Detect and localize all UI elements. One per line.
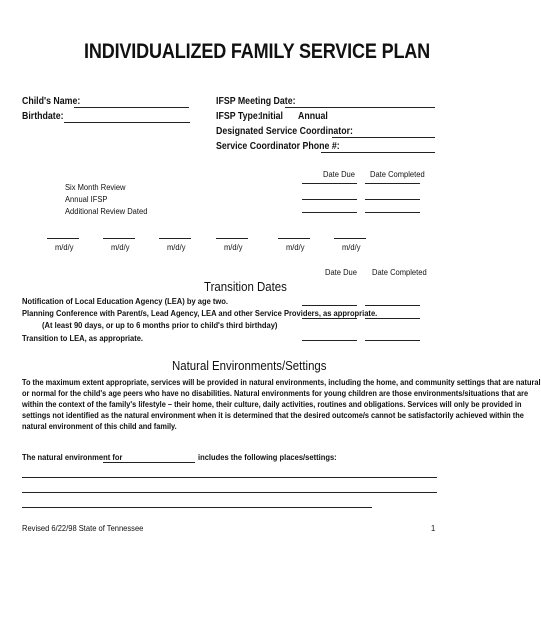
settings-line-1[interactable]: [22, 477, 437, 478]
page-number: 1: [431, 523, 436, 533]
annual-ifsp-label: Annual IFSP: [65, 194, 108, 204]
coordinator-phone-label: Service Coordinator Phone #:: [216, 141, 340, 152]
review-completed-line-1[interactable]: [365, 183, 420, 184]
coordinator-phone-field[interactable]: [321, 152, 435, 153]
natural-environments-paragraph: [22, 377, 541, 432]
childs-name-label: Child's Name:: [22, 96, 81, 107]
lea-notification-completed-field[interactable]: [365, 305, 420, 306]
mdy-label: m/d/y: [55, 242, 74, 252]
natural-environments-heading: Natural Environments/Settings: [172, 358, 327, 373]
additional-review-date-2-field[interactable]: [103, 238, 135, 239]
mdy-label: m/d/y: [224, 242, 243, 252]
planning-conference-completed-field[interactable]: [365, 318, 420, 319]
childs-name-field[interactable]: [74, 107, 189, 108]
additional-review-date-6-field[interactable]: [334, 238, 366, 239]
natural-environment-prefix: The natural environment for: [22, 452, 123, 462]
natural-environment-suffix: includes the following places/settings:: [198, 452, 337, 462]
additional-review-date-1-field[interactable]: [47, 238, 79, 239]
ifsp-meeting-date-field[interactable]: [285, 107, 435, 108]
additional-review-date-3-field[interactable]: [159, 238, 191, 239]
service-coordinator-label: Designated Service Coordinator:: [216, 126, 353, 137]
lea-notification-due-field[interactable]: [302, 305, 357, 306]
paragraph-line: natural environment of this child and family.: [22, 421, 177, 431]
birthdate-field[interactable]: [64, 122, 190, 123]
paragraph-line: within the context of the family's lifestyle – their home, their culture, daily activities, routines and obligations. Services will only be provided in: [22, 399, 522, 409]
natural-environment-child-field[interactable]: [103, 462, 195, 463]
six-month-review-label: Six Month Review: [65, 182, 126, 192]
paragraph-line: or normal for the child's age peers who have no disabilities. Natural environments for young children are those environments/situations that are: [22, 388, 529, 398]
service-coordinator-field[interactable]: [332, 137, 435, 138]
ifsp-type-initial-option[interactable]: Initial: [260, 111, 283, 122]
mdy-label: m/d/y: [167, 242, 186, 252]
lea-notification-label: Notification of Local Education Agency (LEA) by age two.: [22, 296, 229, 306]
birthdate-label: Birthdate:: [22, 111, 64, 122]
mdy-label: m/d/y: [342, 242, 361, 252]
transition-to-lea-label: Transition to LEA, as appropriate.: [22, 333, 144, 343]
additional-review-label: Additional Review Dated: [65, 206, 148, 216]
settings-line-2[interactable]: [22, 492, 437, 493]
review-completed-line-3[interactable]: [365, 212, 420, 213]
review-due-line-1[interactable]: [302, 183, 357, 184]
mdy-label: m/d/y: [286, 242, 305, 252]
transition-lea-due-field[interactable]: [302, 340, 357, 341]
paragraph-line: To the maximum extent appropriate, services will be provided in natural environments, including the home, and community settings that are natural: [22, 377, 541, 387]
ifsp-type-label: IFSP Type:: [216, 111, 261, 122]
transition-lea-completed-field[interactable]: [365, 340, 420, 341]
revised-footer: Revised 6/22/98 State of Tennessee: [22, 523, 144, 533]
ifsp-meeting-date-label: IFSP Meeting Date:: [216, 96, 296, 107]
transition-date-completed-header: Date Completed: [372, 267, 427, 277]
ifsp-type-annual-option[interactable]: Annual: [298, 111, 328, 122]
review-due-line-3[interactable]: [302, 212, 357, 213]
additional-review-date-5-field[interactable]: [278, 238, 310, 239]
paragraph-line: settings not identified as the natural environment when it is determined that the desired outcome/s cannot be satisfactorily achieved within the: [22, 410, 524, 420]
planning-conference-label: Planning Conference with Parent/s, Lead Agency, LEA and other Service Providers, as appropriate.: [22, 308, 378, 318]
planning-conference-note: (At least 90 days, or up to 6 months prior to child's third birthday): [42, 320, 278, 330]
review-completed-line-2[interactable]: [365, 199, 420, 200]
additional-review-date-4-field[interactable]: [216, 238, 248, 239]
planning-conference-due-field[interactable]: [302, 318, 357, 319]
review-due-line-2[interactable]: [302, 199, 357, 200]
mdy-label: m/d/y: [111, 242, 130, 252]
transition-date-due-header: Date Due: [325, 267, 357, 277]
page-title: INDIVIDUALIZED FAMILY SERVICE PLAN: [84, 40, 431, 63]
settings-line-3[interactable]: [22, 507, 372, 508]
transition-dates-heading: Transition Dates: [204, 279, 287, 294]
review-date-due-header: Date Due: [323, 169, 355, 179]
review-date-completed-header: Date Completed: [370, 169, 425, 179]
